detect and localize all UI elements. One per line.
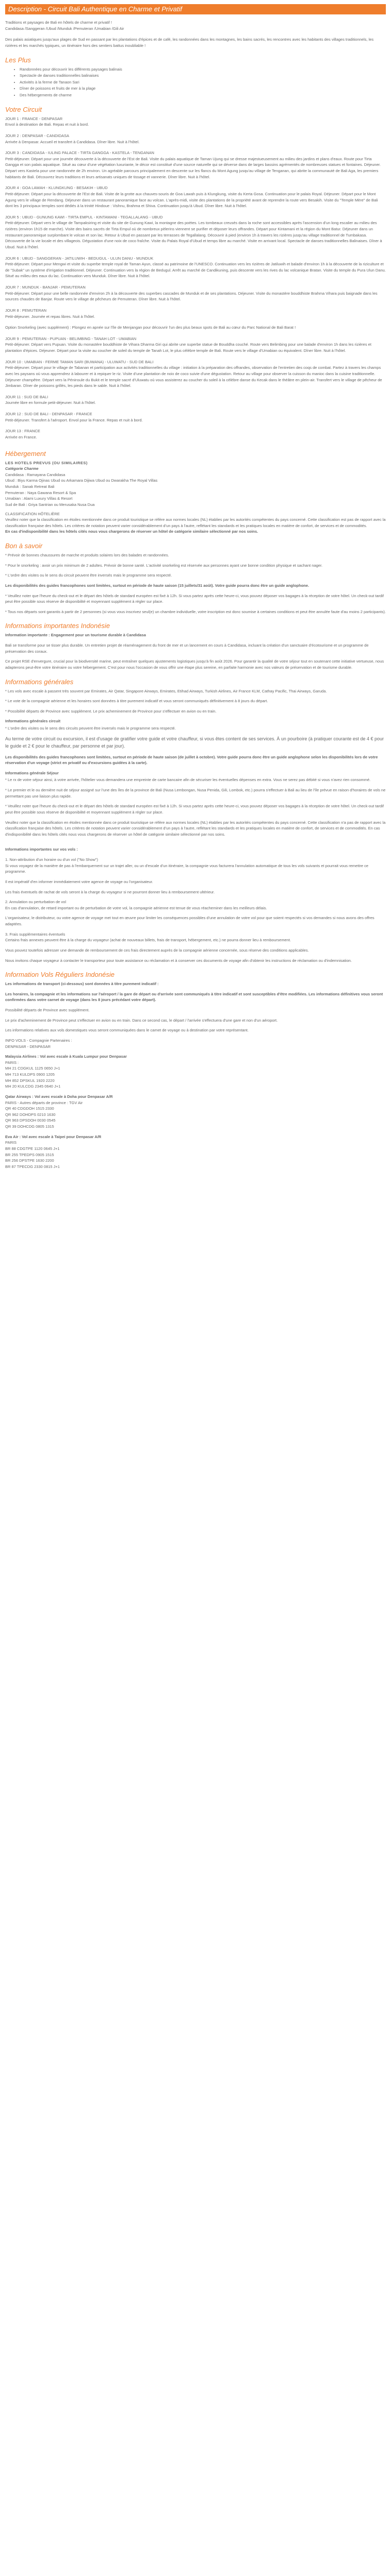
vol-title: Informations importantes sur vos vols :	[5, 847, 78, 852]
hotels-heading: LES HOTELS PREVUS (OU SIMILAIRES)	[5, 460, 88, 465]
day-heading: JOUR 5 : UBUD - GUNUNG KAWI - TIRTA EMPUL - KINTAMANI - TEGALLALANG - UBUD	[5, 214, 163, 219]
generales-paragraph: * Le premier et le ou dernière nuit de séjour assigné sur l'une des îles de la province de Bali (Nusa Lembongan, Nusa Penida, Gili, Lombok, etc.) pourra s'effectuer à Bali au lieu de l'île prévue en raison d'horaires de vols ne permettant pas une liaison plus rapide.	[5, 788, 386, 799]
circuit-section	[5, 106, 386, 440]
classification-text2: En cas d'indisponibilité dans les hôtels cités nous vous chargerons de réserver un hôtel de catégorie similaire sélectionné par nos soins.	[5, 529, 258, 534]
vol-paragraph: 3. Frais supplémentaires éventuels	[5, 931, 66, 937]
itinerary-day	[5, 308, 386, 319]
indonesie-paragraph: Bali se transforme pour se tisser plus durable. Un entretien projet de réaménagement du front de mer et un lancement en cours à Candidasa, incluant la création d'un sanctuaire d'écotourisme et un programme de préservation des coraux.	[5, 643, 369, 654]
flight-line: QR 963 DPSDOH 0030 0545	[5, 1118, 56, 1123]
flight-line: BR 88 CDGTPE 1120 0645 J+1	[5, 1146, 60, 1151]
generales-paragraph: * Le rx de votre séjour ainsi, à votre arrivée, l'hôtelier vous demandera une empreinte de carte bancaire afin de sécuriser les éventuelles dépenses en extra. Vous ne serez pas débité si vous n'avez rien consommé.	[5, 777, 371, 783]
day-heading: JOUR 6 : UBUD - SANGGERAN - JATILUWIH - BEDUGUL - ULUN DANU - MUNDUK	[5, 256, 154, 261]
generales-paragraph: Veuillez noter que la classification en étoiles mentionnée dans ce produit touristique se réfère aux normes locales (NL) établies par les autorités compétentes du pays concerné. Cette classification n'a pas de rapport avec la classification française des hôtels. Les critères de notation peuvent varier considérablement d'un pays à l'autre, reflétant les standards et les pratiques locales en matière de confort, de services et de commodités. En cas d'indisponibilité dans les hôtels cités nous vous chargerons de réserver un hôtel de catégorie similaire sélectionné par nos soins.	[5, 820, 386, 837]
vols-reguliers-section	[5, 971, 386, 1170]
hotel-line: Sud de Bali : Griya Santrian ou Merusaka Nusa Dua	[5, 502, 95, 507]
vol-section	[5, 846, 386, 963]
generales-section	[5, 678, 386, 838]
info-vols-route: DENPASAR - DENPASAR	[5, 1044, 51, 1049]
vol-paragraph: Certains frais annexes peuvent être à la charge du voyageur (achat de nouveaux billets, frais de transport, hébergement, etc.) ne pourra donner lieu à remboursement.	[5, 938, 291, 943]
indonesie-section	[5, 622, 386, 670]
vols-reguliers-title: Information Vols Réguliers Indonésie	[5, 971, 115, 979]
itinerary-day	[5, 336, 386, 354]
intro	[5, 20, 386, 49]
generales-paragraph: * Veuillez noter que l'heure du check-out et le départ des hôtels de standard européen est fixé à 12h. Si vous partez après cette heure-ci, vous pouvez déposer vos bagages à la réception de votre hôtel. Un check-out tardif peut être possible sous réserve de disponibilité et moyennant supplément à régler sur place.	[5, 804, 384, 815]
day-heading: JOUR 12 : SUD DE BALI - DENPASAR - FRANCE	[5, 412, 92, 416]
bon-savoir-paragraph: * Veuillez noter que l'heure du check-out et le départ des hôtels de standard européen est fixé à 12h. Si vous partez après cette heure-ci, vous pouvez déposer vos bagages à la réception de votre hôtel. Un check-out tardif peut être possible sous réserve de disponibilité et moyennant supplément à régler sur place.	[5, 593, 384, 604]
hotel-line: Ubud : Biyu Karma Ojinas Ubud ou Arkamara Dijiwa Ubud ou Dwarakha The Royal Villas	[5, 478, 158, 483]
intro-paragraph: Des palais asiatiques jusqu'aux plages de Sud en passant par les plantations d'épices et de café, les randonnées dans les montagnes, les bains sacrés, les rencontres avec les habitants des villages traditionnels, les rizières et les marchés typiques, un itinéraire hors des sentiers battus inoubliable !	[5, 37, 374, 48]
generales-paragraph: * Le vote de la compagnie aérienne et les horaires sont données à titre purement indicatif et vous seront communiqués définitivement à 8 jours du départ.	[5, 699, 268, 704]
flight-line: MH 20 KULCDG 2345 0640 J+1	[5, 1084, 61, 1089]
bon-savoir-paragraph: * L'ordre des visites ou le sens du circuit peuvent être inversés mais le programme sera respecté.	[5, 573, 172, 578]
flight-line: BR 255 TPEDPS 0905 1515	[5, 1152, 54, 1157]
vol-paragraph: Nous invitons chaque voyageur à contacter le transporteur pour toute assistance ou réclamation et à conserver ces documents de voyage afin d'obtenir les instructions de réclamation ou d'indemnisation.	[5, 958, 352, 963]
day-heading: JOUR 1 : FRANCE - DENPASAR	[5, 116, 63, 121]
flight-line: QR 39 DOHCDG 0805 1315	[5, 1124, 54, 1129]
vol-paragraph: En cas d'annulation, de retard important ou de perturbation de votre vol, la compagnie aérienne est tenue de vous réacheminer dans les meilleurs délais.	[5, 905, 267, 910]
page-title: Description - Circuit Bali Authentique en Charme et Privatif	[5, 4, 386, 14]
hotels-category: Catégorie Charme	[5, 466, 39, 471]
plus-item: • Randonnées pour découvrir les différents paysages balinais	[20, 66, 386, 73]
circuit-title: Votre Circuit	[5, 105, 42, 113]
itinerary-day	[5, 133, 386, 145]
day-description: Petit-déjeuner. Départ pour la découverte de l'Est de Bali. Visite de la grotte aux chauves-souris de Goa Lawah puis à Klungkung, visite du Kerta Gosa. Continuation pour le palais Royal. Déjeuner. Départ pour le Mont Agung vers le village de Rendang. Déjeuner dans un restaurant panoramique face au volcan. L'après-midi, visite des plantations de la propriété avant de reprendre la route vers Besakih. Visite du "Temple Mère" de Bali dont les 3 principaux temples sont dédiés à la trinité Hindoue : Vishnu, Brahma et Shiva. Continuation jusqu'à Ubud. Dîner libre. Nuit à l'hôtel.	[5, 191, 378, 209]
itinerary-day	[5, 428, 386, 440]
generales-subtitle: Informations générale Séjour	[5, 770, 59, 775]
bon-savoir-paragraph: * Pour le snorkeling : avoir un prix minimum de 2 adultes. Prévoir de bonne santé. L'activité snorkeling est réservée aux personnes ayant une bonne condition physique et sachant nager.	[5, 563, 323, 568]
itinerary-day	[5, 411, 386, 423]
classification-text: Veuillez noter que la classification en étoiles mentionnée dans ce produit touristique se réfère aux normes locales (NL) établies par les autorités compétentes du pays concerné. Cette classification est pas de rapport avec la classification française des hôtels. Les critères de notation peuvent varier considérablement d'un pays à l'autre, reflétant les standards et les pratiques locales en matière de confort, de services et de commodités.	[5, 517, 386, 528]
day-heading: JOUR 7 : MUNDUK - BANJAR - PEMUTERAN	[5, 285, 86, 290]
plus-item: • Dîner de poissons et fruits de mer à la plage	[20, 86, 386, 92]
day-description: Envol à destination de Bali. Repas et nuit à bord.	[5, 122, 89, 127]
flight-line: MH 713 KULDPS 0900 1205	[5, 1072, 55, 1077]
intro-line: Traditions et paysages de Bali en hôtels de charme et privatif !	[5, 20, 112, 25]
plus-list	[5, 66, 386, 98]
day-description: Journée libre en formule petit-déjeuner. Nuit à l'hôtel.	[5, 400, 96, 405]
vol-paragraph: Les frais éventuels de rachat de vols seront à la charge du voyageur si ne pourront donner lieu à remboursement ultérieur.	[5, 889, 215, 894]
day-heading: JOUR 2 : DENPASAR - CANDIDASA	[5, 133, 70, 138]
airline-heading: Eva Air : Vol avec escale à Taipei pour Denpasar A/R	[5, 1134, 102, 1139]
airline-route: PARIS - Autres départs de province : TGV Air	[5, 1100, 83, 1105]
vol-paragraph: Vous pouvez toutefois adresser une demande de remboursement de ces frais directement auprès de la compagnie aérienne concernée, sous réserve des conditions applicables.	[5, 947, 309, 953]
flight-line: MH 852 DPSKUL 1920 2220	[5, 1078, 55, 1083]
hebergement-section	[5, 450, 386, 535]
vols-paragraph: Les informations de transport (ci-dessous) sont données à titre purement indicatif :	[5, 981, 159, 987]
day-heading: JOUR 11 : SUD DE BALI	[5, 394, 48, 399]
day-description: Petit-déjeuner. Départ pour une journée découverte à la découverte de l'Est de Bali. Visite du palais aquatique de Taman Ujung qui se dresse majestueusement au milieu des jardins et plans d'eaux. Route pour Tirta Gangga et son palais aquatique. Situé au cœur d'une végétation luxuriante, le décor est constitué d'une source naturelle qui se déverse dans de larges bassins agrémentés de nombreuses statues et fontaines. Déjeuner. Départ vers Kastela pour une randonnée de 2h environ. Un agréable parcours principalement en descente sur les flancs du Mont Agung jusqu'au village de Tenganan, qui abrite la communauté de Bali Aga, les premiers habitants de Bali. Découvrez leurs traditions et leurs artisanats uniques de tissage et vannerie. Dîner libre. Nuit à l'hôtel.	[5, 156, 381, 179]
itinerary-day	[5, 214, 386, 250]
bon-savoir-section	[5, 542, 386, 615]
vol-paragraph: Si vous voyagez de la manière de pas à l'embarquement sur un trajet aller, ou un d'escale d'un itinéraire, la compagnie vous facturera l'annulation automatique de tous les vols suivants et pourrait vous remettre ce programme.	[5, 863, 369, 874]
airline-heading: Malaysia Airlines : Vol avec escale à Kuala Lumpur pour Denpasar	[5, 1054, 127, 1059]
generales-paragraph: * Les vols avec escale à passent très souvent par Emirates, Air Qatar, Singapore Airways, Emirates, Etihad Airways, Turkish Airlines, Air France KLM, Cathay Pacific, Thai Airways, Garuda.	[5, 688, 327, 693]
flight-line: QR 40 CDGDOH 1515 2330	[5, 1106, 54, 1111]
day-heading: JOUR 8 : PEMUTERAN	[5, 308, 47, 313]
generales-subtitle: Informations générales circuit	[5, 719, 61, 724]
day-heading: JOUR 9 : PEMUTERAN - PUPUAN - BELIMBING - TANAH LOT - UMABIAN	[5, 336, 137, 341]
bon-savoir-paragraph: * Tous nos départs sont garantis à partir de 2 personnes (si vous vous inscrivez seul(e) un chambre individuelle, votre inscription est donc soumise à certaines conditions et peut être annulée faute d'au moins 2 participants).	[5, 609, 386, 614]
day-description: Petit-déjeuner. Journée et repas libres. Nuit à l'hôtel.	[5, 314, 95, 319]
itinerary-day	[5, 394, 386, 406]
day-description: Arrivée à Denpasar. Accueil et transfert à Candidasa. Dîner libre. Nuit à l'hôtel.	[5, 139, 140, 144]
info-vols-label: INFO VOLS - Compagnie Partenaires :	[5, 1038, 72, 1043]
plus-item: • Activités à la ferme de Tanaon Sari	[20, 79, 386, 86]
vol-paragraph: Il est impératif d'en informer immédiatement votre agence de voyage ou l'organisateur.	[5, 879, 153, 884]
generales-paragraph: * Possibilité départs de Province avec supplément. Le prix acheminement de Province pour s'effectuer en avion ou en train.	[5, 708, 217, 714]
indonesie-paragraph: Ce projet RSE d'envergure, crucial pour la biodiversité marine, peut entraîner quelques ajustements logistiques jusqu'à fin août 2026. Pour garantir la qualité de votre séjour tout en soutenant cette initiative vertueuse, nous adapterons peut-être votre itinéraire ou votre hébergement. C'est pour nous l'occasion de vous offrir une étape plus sereine, en parfaite harmonie avec nos valeurs de préservation et de tourisme durable.	[5, 659, 384, 670]
itinerary-day	[5, 256, 386, 280]
vols-paragraph: Le prix d'acheminement de Province peut s'effectuer en avion ou en train. Dans ce second cas, le départ / l'arrivée s'effectuera d'une gare et non d'un aéroport.	[5, 1018, 278, 1023]
hotel-line: Pemuteran : Naya Gawana Resort & Spa	[5, 490, 76, 495]
itinerary-day	[5, 284, 386, 302]
day-heading: JOUR 4 : GOA LAWAH - KLUNGKUNG - BESAKIH - UBUD	[5, 185, 108, 191]
day-description: Petit-déjeuner. Départ pour Mengwi et visite du superbe temple royal de Taman Ayun, classé au patrimoine de l'UNESCO. Continuation vers les rizières de Jatiluwih et balade d'environ 1h à la découverte de la riziculture et de "Subak" un système d'irrigation traditionnel. Déjeuner. Continuation vers la région de Bedugul. Arrêt au marché de Candikuning, puis descente vers les rives du lac volcanique Bratan. Visite du temple du Pura Ulun Danu. Situé au milieu des eaux du lac. Continuation vers Munduk. Dîner libre. Nuit à l'hôtel.	[5, 262, 386, 279]
flight-line: BR 256 DPSTPE 1630 2200	[5, 1158, 54, 1163]
flight-line: QR 962 DOHDPS 0210 1630	[5, 1112, 56, 1117]
day-heading: JOUR 10 : UMABIAN - FERME TAMAN SARI (BUWANA) - ULUWATU - SUD DE BALI	[5, 359, 154, 364]
generales-paragraph: Les disponibilités des guides francophones sont limitées, surtout en période de haute saison (de juillet à octobre). Votre guide pourra donc être un guide anglophone selon les disponibilités lors de votre réservation d'un voyage (strict en privatif ou d'excursions guidées à la carte).	[5, 754, 378, 766]
day-description: Option Snorkeling (avec supplément) : Plongez en apnée sur l'île de Menjangan pour découvrir l'un des plus beaux spots de Bali au cœur du Parc National de Bali Barat !	[5, 325, 296, 330]
vol-paragraph: 2. Annulation ou perturbation de vol	[5, 900, 67, 905]
bon-savoir-title: Bon à savoir	[5, 542, 43, 550]
hotel-line: Candidasa : Ramayana Candidasa	[5, 472, 66, 477]
flight-line: MH 21 CDGKUL 1125 0650 J+1	[5, 1066, 60, 1071]
day-description: Petit-déjeuner. Départ pour le village de Tabanan et participation aux activités traditionnelles du village : initiation à la préparation des offrandes, observation de l'entretien des coqs de combat. Partez à travers les champs avec les paysans où vous apprendrez à labourer et à repiquer le riz. Visite d'une plantation de noix de coco suivie d'une dégustation. Retour au village pour observer la cuisson du manioc dans la cuisine traditionnelle. Déjeuner champêtre. Départ vers la Péninsule du Bukit et le temple sacré d'Uluwatu où vous assisterez au coucher du soleil à la célèbre danse du Kecak dans le théâtre en plein-air. Transfert vers le village de pêcheur de Jimbaran. Dîner de poissons grillés, les pieds dans le sable. Nuit à l'hôtel.	[5, 365, 382, 388]
plus-section	[5, 56, 386, 98]
itinerary-day	[5, 359, 386, 389]
generales-paragraph: * L'ordre des visites ou le sens des circuits peuvent être inversés mais le programme sera respecté.	[5, 726, 176, 731]
generales-title: Informations générales	[5, 677, 74, 686]
indonesie-title: Informations importantes Indonésie	[5, 622, 110, 630]
itinerary-day	[5, 325, 386, 331]
intro-line: Candidasa /Sanggeran /Ubud /Munduk /Pemuteran /Umabian /Gili Air	[5, 26, 124, 31]
vols-paragraph: Les horaires, la compagnie et les informations sur l'aéroport / la gare de départ ou d'arrivée sont communiqués à titre indicatif et sont susceptibles d'être modifiées. Les informations définitives vous seront confirmées dans votre carnet de voyage (dans les 8 jours précédant votre départ).	[5, 991, 383, 1003]
hebergement-title: Hébergement	[5, 449, 46, 457]
itinerary-day	[5, 150, 386, 180]
flight-line: BR 87 TPECDG 2330 0815 J+1	[5, 1164, 60, 1169]
itinerary-day	[5, 185, 386, 209]
day-description: Petit-déjeuner. Transfert à l'aéroport. Envol pour la France. Repas et nuit à bord.	[5, 417, 143, 422]
day-description: Petit-déjeuner. Départ vers Pupuan. Visite du monastère bouddhiste de Vihara Dharma Giri qui abrite une superbe statue de Bouddha couché. Route vers Belimbing pour une balade d'environ 1h dans les rizières et plantation d'épices. Déjeuner. Départ pour la visite au coucher de soleil du temple de Tanah Lot, le plus célèbre temple de Bali. Route vers le village d'Umabian ou équivalent. Dîner libre. Nuit à l'hôtel.	[5, 342, 371, 353]
day-description: Petit-déjeuner. Départ pour une belle randonnée d'environ 2h à la découverte des superbes cascades de Munduk et de ses plantations. Déjeuner. Visite du monastère bouddhiste Brahma Vihara puis baignade dans les sources chaudes de Banjar. Route vers le village de pêcheurs de Pemuteran. Dîner libre. Nuit à l'hôtel.	[5, 291, 378, 302]
day-description: Petit-déjeuner. Départ vers le village de Tampaksiring et visite du site de Gunung Kawi, la montagne des poètes. Les tombeaux creusés dans la roche sont accessibles après l'ascension d'un long escalier au milieu des rizières (environ 1h15 de marche). Visite des bains sacrés de Tirta Empul où de nombreux pèlerins viennent se purifier et déposer leurs offrandes. Départ pour Kintamani et la région du Mont Batur. Déjeuner dans un restaurant panoramique surplombant le volcan et son lac. Retour à Ubud en passant par les terrasses de Tegallalang. Découvrir à pied (environ 1h à travers les rizières jusqu'au village traditionnel de Tumbakasa. Découverte de la vie locale et des villageois. Dégustation d'une noix de coco fraîche. Visite du Palais Royal d'Ubud et temps libre au marché. Visite en arrivant local. Spectacle de danses traditionnelles Balinaises. Dîner à Ubud. Nuit à l'hôtel.	[5, 221, 382, 249]
hotel-line: Munduk : Sanak Retreat Bali	[5, 484, 55, 489]
itinerary-day	[5, 116, 386, 128]
airline-route: PARIS :	[5, 1060, 19, 1065]
plus-title: Les Plus	[5, 56, 31, 64]
day-description: Arrivée en France.	[5, 434, 37, 439]
plus-item: • Spectacle de danses traditionnelles balinaises	[20, 73, 386, 79]
vols-paragraph: Les informations relatives aux vols domestiques vous seront communiquées dans le carnet de voyage ou à destination par votre représentant.	[5, 1028, 249, 1033]
classification-title: CLASSIFICATION HÔTELIÈRE	[5, 511, 60, 516]
vol-paragraph: 1. Non-attribution d'un horaire ou d'un vol ("No Show")	[5, 857, 98, 862]
bon-savoir-paragraph: * Prévoir de bonnes chaussures de marche et produits solaires lors des balades et randonnées.	[5, 553, 169, 557]
generales-paragraph: Au terme de votre circuit ou excursion, il est d'usage de gratifier votre guide et votre chauffeur, si vous êtes content de ses services. À un pourboire (à pratiquer courante est de 4 € pour le guide et 2 € pour le chauffeur, par personne et par jour).	[5, 736, 384, 749]
indonesie-paragraph: Information importante : Engagement pour un tourisme durable à Candidasa	[5, 633, 146, 638]
plus-item: • Des hébergements de charme	[20, 92, 386, 98]
airline-heading: Qatar Airways : Vol avec escale à Doha pour Denpasar A/R	[5, 1094, 113, 1099]
hotel-line: Umabian : Alami Luxury Villas & Resort	[5, 496, 73, 501]
day-heading: JOUR 13 : FRANCE	[5, 429, 40, 434]
vols-paragraph: Possibilité départs de Province avec supplément.	[5, 1008, 90, 1012]
day-heading: JOUR 3 : CANDIDASA - IULING PALACE - TIRTA GANGGA - KASTELA - TENGANAN	[5, 150, 154, 156]
bon-savoir-paragraph: Les disponibilités des guides francophones sont limitées, surtout en période de haute saison (15 juillets/31 août). Votre guide pourra donc être un guide anglophone.	[5, 583, 309, 588]
vol-paragraph: L'organisateur, le distributeur, ou votre agence de voyage met tout en œuvre pour limiter les conséquences possibles d'une annulation de votre vol pour que soient respectés si vos demandes si nous avons des offres adaptées.	[5, 916, 374, 926]
airline-route: PARIS	[5, 1140, 17, 1145]
